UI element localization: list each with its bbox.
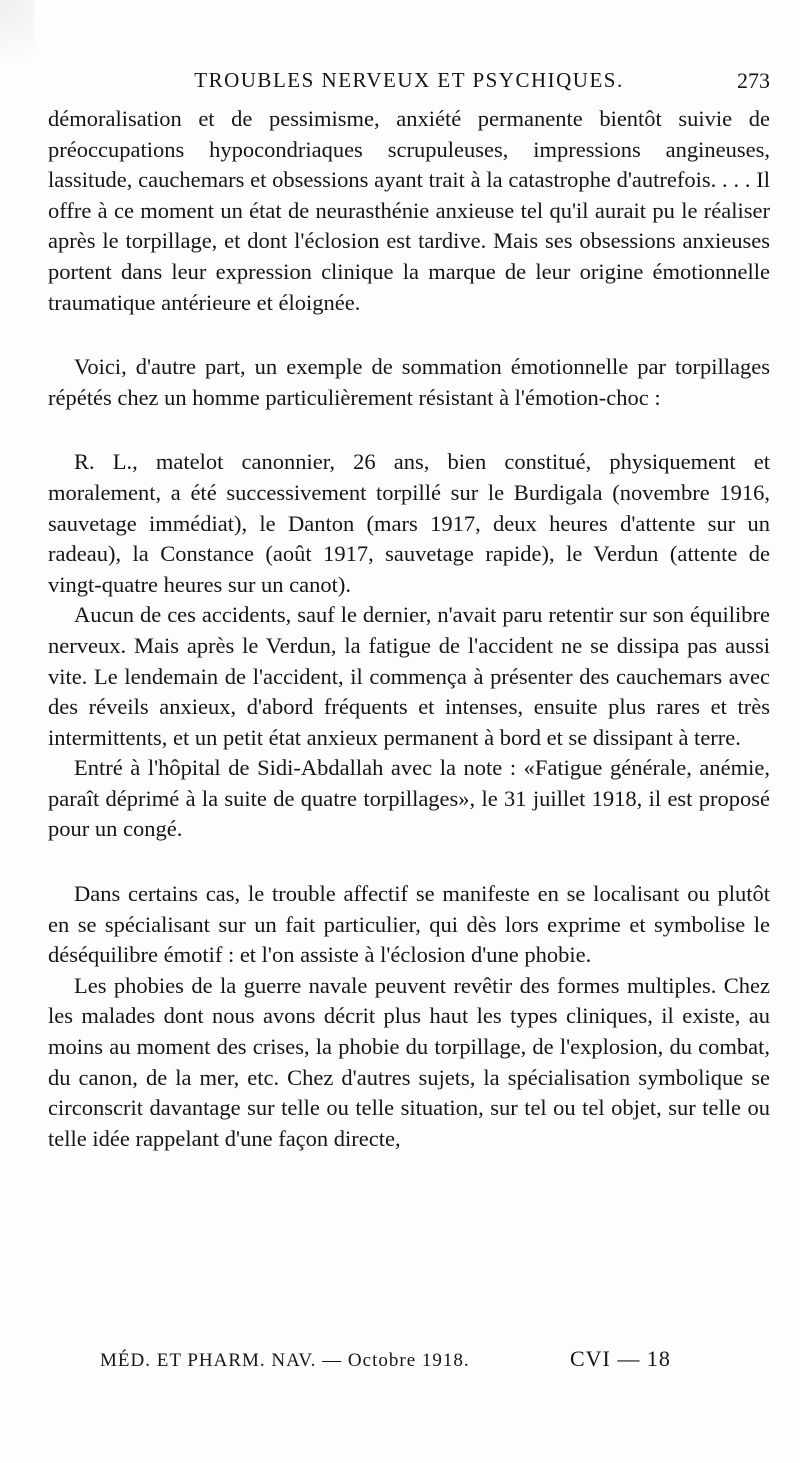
paragraph-phobia-intro: Dans certains cas, le trouble affectif se manifeste en se localisant ou plutôt en se spécialisant sur un fait particulier, qui dès lors exprime et symbolise le déséquilibre émotif : et l'on assiste à l'éclosion d'une phobie. [48, 881, 770, 968]
paragraph-continued: démoralisation et de pessimisme, anxiété permanente bientôt suivie de préoccupations hypocondriaques scrupuleuses, impressions angineuses, lassitude, cauchemars et obsessions ayant trait à la catastrophe d'autrefois. . . . Il offre à ce moment un état de neurasthénie anxieuse tel qu'il aurait pu le réaliser après le torpillage, et dont l'éclosion est tardive. Mais ses obsessions anxieuses portent dans leur expression clinique la marque de leur origine émotionnelle traumatique antérieure et éloignée. [48, 106, 770, 315]
page-number: 273 [737, 68, 770, 93]
paragraph-naval-phobias: Les phobies de la guerre navale peuvent revêtir des formes multiples. Chez les malades dont nous avons décrit plus haut les types cliniques, il existe, au moins au moment des crises, la phobie du torpillage, de l'explosion, du combat, du canon, de la mer, etc. Chez d'autres sujets, la spécialisation symbolique se circonscrit davantage sur telle ou telle situation, sur tel ou tel objet, sur telle ou telle idée rappelant d'une façon directe, [48, 972, 770, 1151]
body-text [48, 104, 770, 1154]
page-footer [100, 1344, 700, 1378]
paragraph-hospital-note: Entré à l'hôpital de Sidi-Abdallah avec la note : «Fatigue générale, anémie, paraît déprimé à la suite de quatre torpillages», le 31 juillet 1918, il est proposé pour un congé. [48, 755, 770, 842]
journal-reference: MÉD. ET PHARM. NAV. — Octobre 1918. [100, 1350, 470, 1371]
page-header [48, 64, 770, 98]
running-title: TROUBLES NERVEUX ET PSYCHIQUES. [194, 68, 624, 92]
paragraph-example-intro: Voici, d'autre part, un exemple de sommation émotionnelle par torpillages répétés chez un homme particulièrement résistant à l'émotion-choc : [48, 354, 770, 410]
paragraph-case-evolution: Aucun de ces accidents, sauf le dernier, n'avait paru retentir sur son équilibre nerveux. Mais après le Verdun, la fatigue de l'accident ne se dissipa pas aussi vite. Le lendemain de l'accident, il commença à présenter des cauchemars avec des réveils anxieux, d'abord fréquents et intenses, ensuite plus rares et très intermittents, et un petit état anxieux permanent à bord et se dissipant à terre. [48, 602, 770, 750]
printer-signature: CVI — 18 [570, 1346, 671, 1371]
paragraph-case-rl: R. L., matelot canonnier, 26 ans, bien constitué, physiquement et moralement, a été successivement torpillé sur le Burdigala (novembre 1916, sauvetage immédiat), le Danton (mars 1917, deux heures d'attente sur un radeau), la Constance (août 1917, sauvetage rapide), le Verdun (attente de vingt-quatre heures sur un canot). [48, 449, 770, 597]
page-stain [0, 0, 34, 90]
